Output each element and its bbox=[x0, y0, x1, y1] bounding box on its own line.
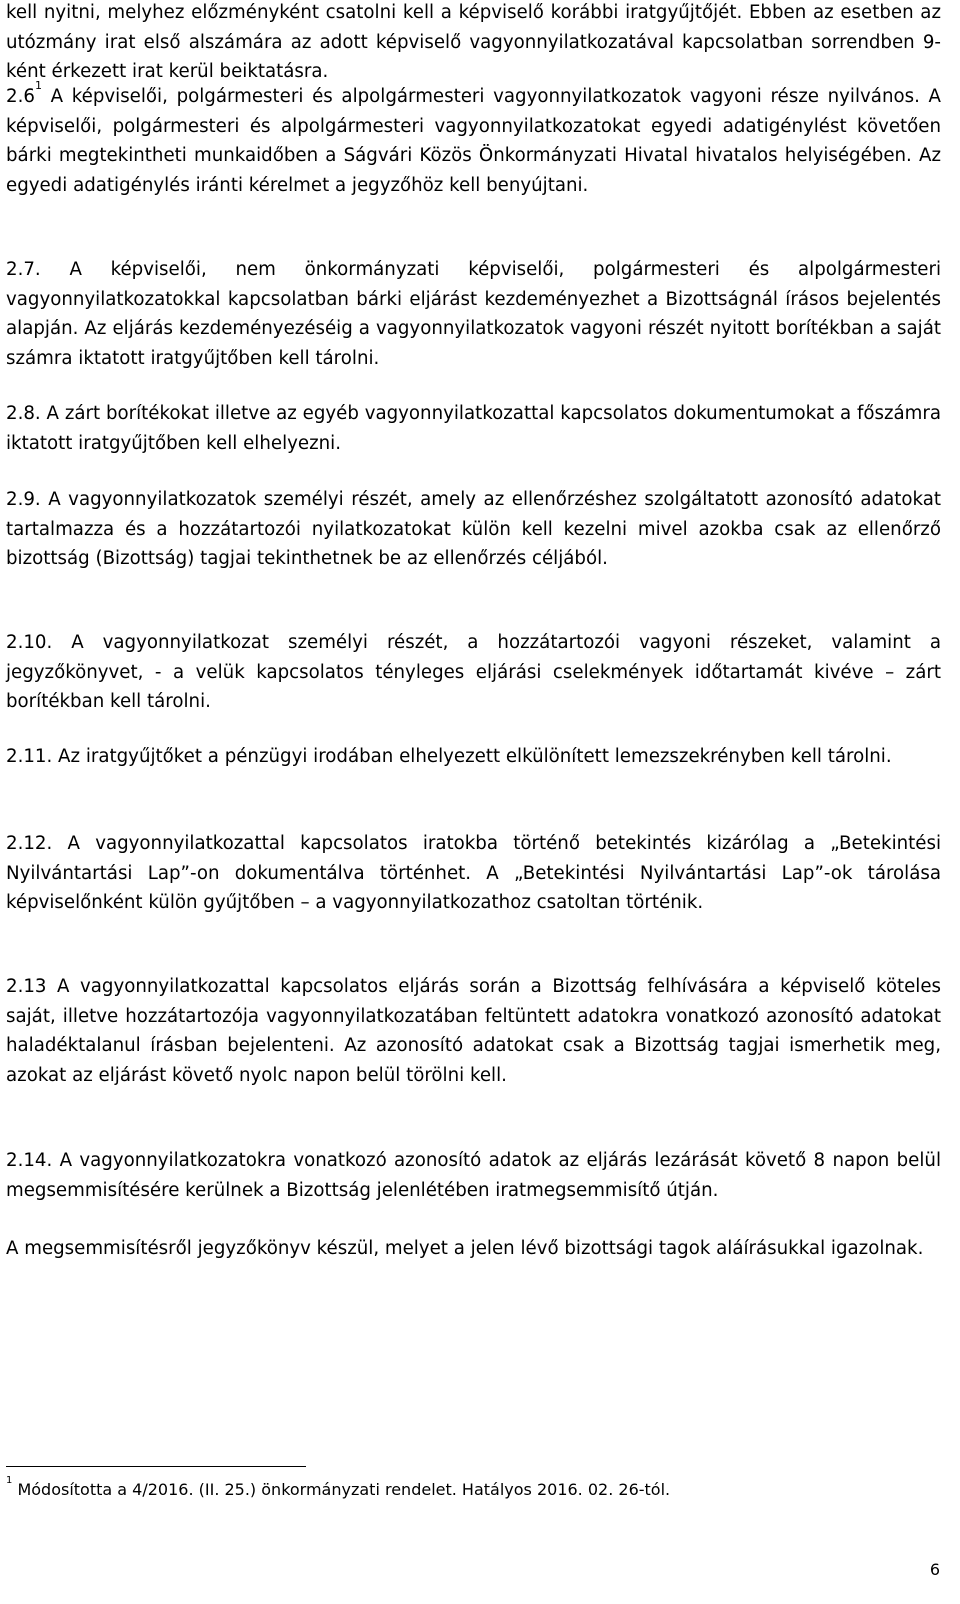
paragraph-text: A képviselői, polgármesteri és alpolgármesteri vagyonnyilatkozatok vagyoni része nyilvános. A képviselői, polgármesteri és alpolgármesteri vagyonnyilatkozatokat egyedi adatigénylést követően bárki megtekintheti munkaidőben a Ságvári Közös Önkormányzati Hivatal hivatalos helyiségében. Az egyedi adatigénylés iránti kérelmet a jegyzőhöz kell benyújtani. bbox=[6, 86, 941, 196]
footnote-text: Módosította a 4/2016. (II. 25.) önkormányzati rendelet. Hatályos 2016. 02. 26-tól. bbox=[12, 1480, 671, 1499]
paragraph-2-9: 2.9. A vagyonnyilatkozatok személyi részét, amely az ellenőrzéshez szolgáltatott azonosító adatokat tartalmazza és a hozzátartozói nyilatkozatokat külön kell kezelni mivel azokba csak az ellenőrző bizottság (Bizottság) tagjai tekinthetnek be az ellenőrzés céljából. bbox=[6, 489, 941, 569]
paragraph-2-14: 2.14. A vagyonnyilatkozatokra vonatkozó azonosító adatok az eljárás lezárását követő 8 napon belül megsemmisítésére kerülnek a Bizottság jelenlétében iratmegsemmisítő útján. bbox=[6, 1150, 941, 1201]
paragraph-2-12: 2.12. A vagyonnyilatkozattal kapcsolatos iratokba történő betekintés kizárólag a „Betekintési Nyilvántartási Lap”-on dokumentálva történhet. A „Betekintési Nyilvántartási Lap”-ok tárolása képviselőnként külön gyűjtőben – a vagyonnyilatkozathoz csatoltan történik. bbox=[6, 833, 941, 913]
footnote-separator bbox=[6, 1466, 306, 1467]
paragraph-2-6 bbox=[6, 79, 941, 200]
paragraph-2-10: 2.10. A vagyonnyilatkozat személyi részét, a hozzátartozói vagyoni részeket, valamint a jegyzőkönyvet, - a velük kapcsolatos tényleges eljárási cselekmények időtartamát kivéve – zárt borítékban kell tárolni. bbox=[6, 632, 941, 712]
footnote-marker: 1 bbox=[6, 1475, 13, 1486]
page-number: 6 bbox=[929, 1560, 940, 1579]
paragraph-2-11: 2.11. Az iratgyűjtőket a pénzügyi irodában elhelyezett elkülönített lemezszekrényben kell tárolni. bbox=[6, 746, 892, 767]
section-number: 2.6 bbox=[6, 86, 35, 107]
footnote-reference[interactable]: 1 bbox=[34, 79, 42, 92]
footnote bbox=[6, 1475, 941, 1501]
paragraph-intro: kell nyitni, melyhez előzményként csatolni kell a képviselő korábbi iratgyűjtőjét. Ebben az esetben az utózmány irat első alszámára az adott képviselő vagyonnyilatkozatával kapcsolatban sorrendben 9-ként érkezett irat kerül beiktatásra. bbox=[6, 2, 941, 82]
paragraph-2-13: 2.13 A vagyonnyilatkozattal kapcsolatos eljárás során a Bizottság felhívására a képviselő köteles saját, illetve hozzátartozója vagyonnyilatkozatában feltüntett adatokra vonatkozó azonosító adatokat haladéktalanul írásban bejelenteni. Az azonosító adatokat csak a Bizottság tagjai ismerhetik meg, azokat az eljárást követő nyolc napon belül törölni kell. bbox=[6, 976, 941, 1086]
paragraph-2-14-continued: A megsemmisítésről jegyzőkönyv készül, melyet a jelen lévő bizottsági tagok aláírásukkal igazolnak. bbox=[6, 1238, 924, 1259]
paragraph-2-8: 2.8. A zárt borítékokat illetve az egyéb vagyonnyilatkozattal kapcsolatos dokumentumokat a főszámra iktatott iratgyűjtőben kell elhelyezni. bbox=[6, 403, 941, 454]
paragraph-2-7: 2.7. A képviselői, nem önkormányzati képviselői, polgármesteri és alpolgármesteri vagyonnyilatkozatokkal kapcsolatban bárki eljárást kezdeményezhet a Bizottságnál írásos bejelentés alapján. Az eljárás kezdeményezéséig a vagyonnyilatkozatok vagyoni részét nyitott borítékban a saját számra iktatott iratgyűjtőben kell tárolni. bbox=[6, 259, 941, 369]
